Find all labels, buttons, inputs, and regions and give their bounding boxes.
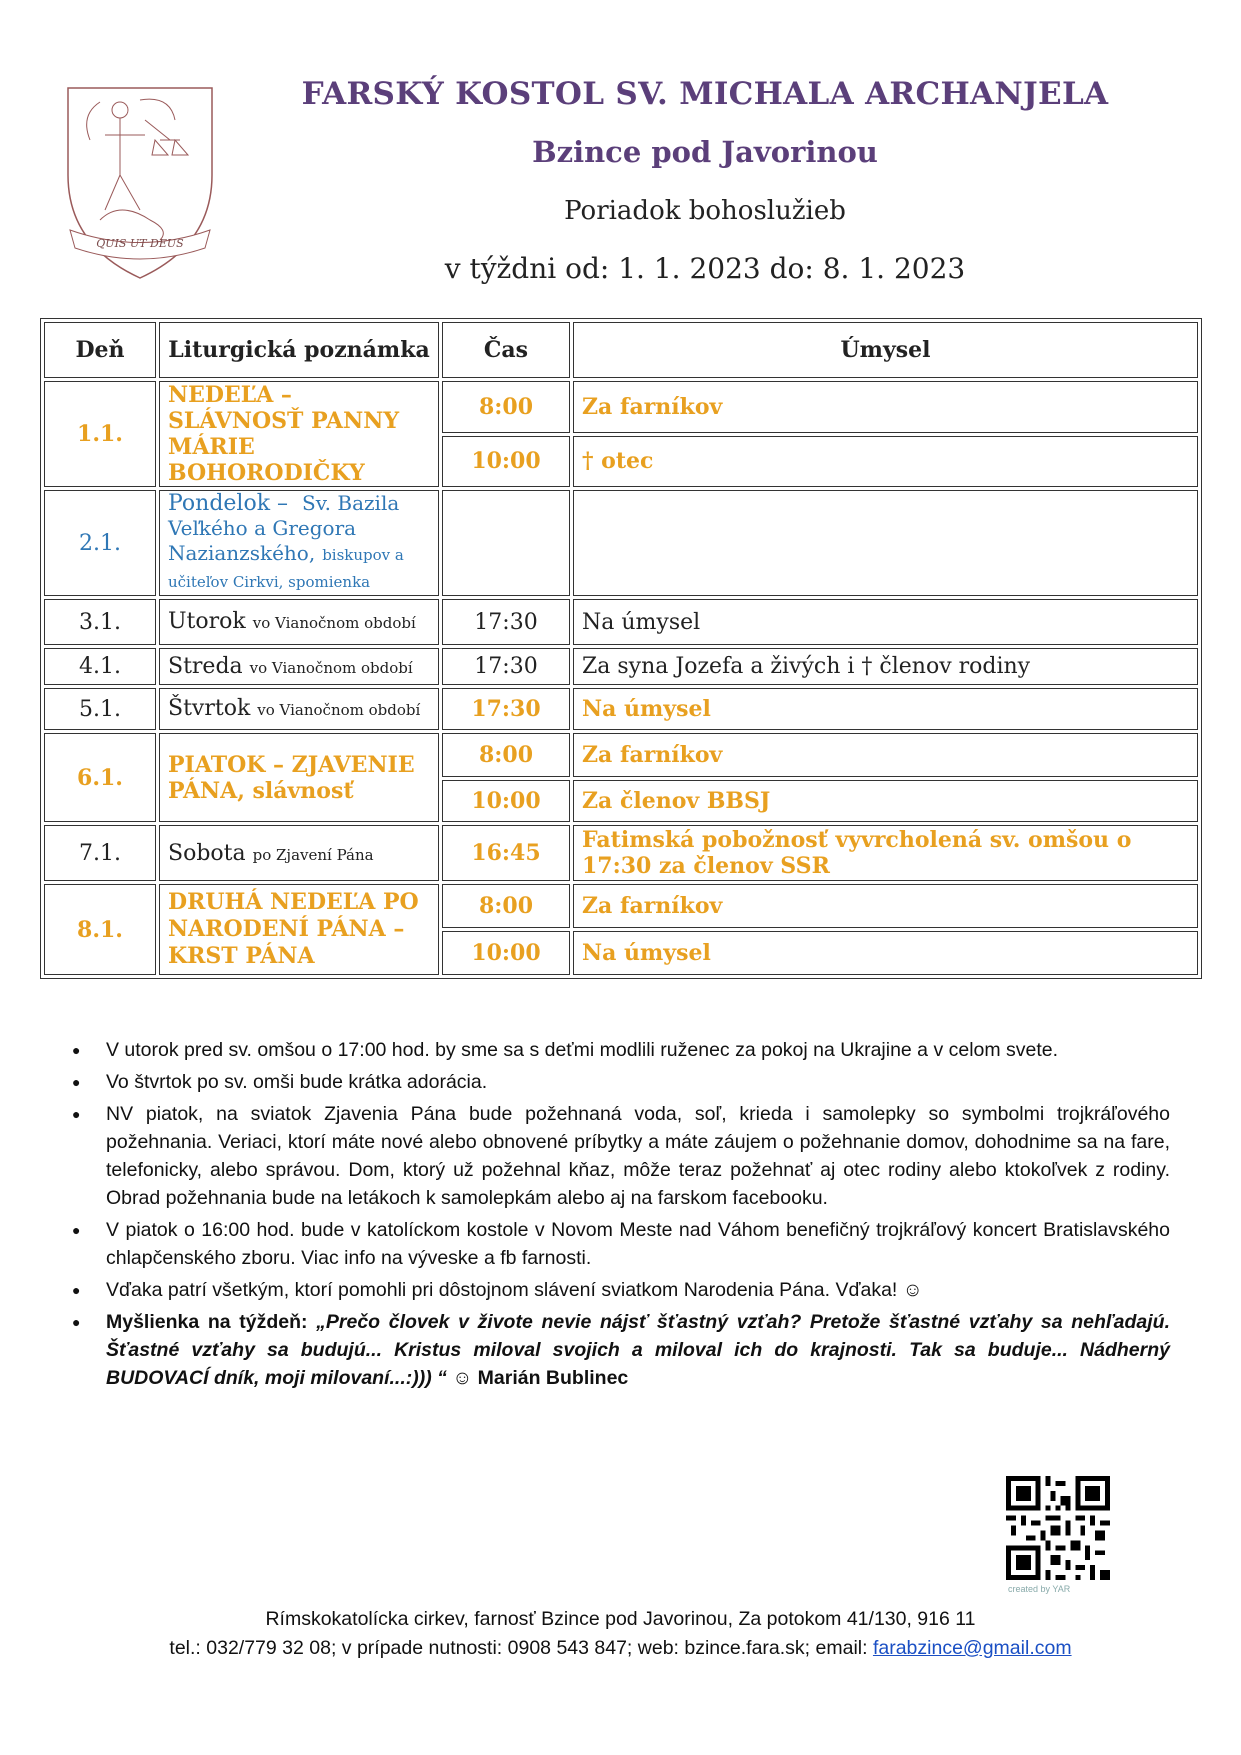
day-cell: 3.1. [44,599,156,645]
intention-cell: † otec [573,436,1198,488]
time-cell: 17:30 [442,648,570,685]
time-cell [442,490,570,596]
note-small: vo Vianočnom období [252,613,416,632]
note-cell [159,490,439,596]
table-row [44,688,1198,730]
table-row [44,490,1198,596]
list-item: ● NV piatok, na sviatok Zjavenia Pána bude požehnaná voda, soľ, krieda i samolepky so symbolmi trojkráľového požehnania. Veriaci, ktorí máte nové alebo obnovené príbytky a máte záujem o požehnanie domov, dohodnime sa na fare, telefonicky, alebo správou. Dom, ktorý už požehnal kňaz, môže teraz požehnať aj otec rodiny alebo ktokoľvek z rodiny. Obrad požehnania bude na letákoch k samolepkám alebo aj na farskom facebooku. [106,1100,1170,1212]
day-cell: 1.1. [44,381,156,487]
page-title: FARSKÝ KOSTOL SV. MICHALA ARCHANJELA [301,76,1109,112]
day-cell: 5.1. [44,688,156,730]
thought-signature: ☺ Marián Bublinec [452,1367,629,1389]
note-small: vo Vianočnom období [249,659,413,677]
note-cell [159,648,439,685]
time-cell: 10:00 [442,436,570,488]
intention-cell: Za syna Jozefa a živých i † členov rodiny [573,648,1198,685]
schedule-table [40,318,1202,979]
list-item: ● Vo štvrtok po sv. omši bude krátka adorácia. [106,1068,1170,1096]
col-time: Čas [442,322,570,378]
page-heading: Poriadok bohoslužieb [564,196,846,226]
page-subtitle: Bzince pod Javorinou [532,135,878,169]
time-cell: 8:00 [442,733,570,777]
col-liturgical-note: Liturgická poznámka [159,322,439,378]
note-cell: PIATOK – ZJAVENIE PÁNA, slávnosť [159,733,439,822]
day-cell: 6.1. [44,733,156,822]
week-range: v týždni od: 1. 1. 2023 do: 8. 1. 2023 [444,252,966,285]
note-saint: Sv. Bazila Veľkého a Gregora Nazianzského, [168,491,400,565]
intention-cell: Za farníkov [573,733,1198,777]
intention-cell: Na úmysel [573,931,1198,975]
note-cell: DRUHÁ NEDEĽA PO NARODENÍ PÁNA – KRST PÁNA [159,884,439,975]
time-cell: 17:30 [442,688,570,730]
parish-crest-logo [60,80,220,285]
note-cell [159,599,439,645]
footer-address: Rímskokatolícka cirkev, farnosť Bzince pod Javorinou, Za potokom 41/130, 916 11 [265,1608,976,1630]
time-cell: 10:00 [442,931,570,975]
list-item: ● Vďaka patrí všetkým, ktorí pomohli pri dôstojnom slávení sviatkom Narodenia Pána. Vďaka! ☺ [106,1276,1170,1304]
note-main: Sobota [168,840,246,866]
qr-caption: created by YAR [1008,1584,1071,1594]
day-cell: 2.1. [44,490,156,596]
intention-cell [573,490,1198,596]
note-cell [159,688,439,730]
thought-of-week [106,1308,1170,1392]
day-cell: 8.1. [44,884,156,975]
intention-cell: Na úmysel [573,599,1198,645]
table-row [44,884,1198,928]
time-cell: 16:45 [442,825,570,881]
intention-cell: Za farníkov [573,381,1198,433]
intention-cell: Za farníkov [573,884,1198,928]
intention-cell: Za členov BBSJ [573,780,1198,822]
table-row [44,381,1198,433]
announcements [70,1036,1170,1396]
note-small: vo Vianočnom období [257,700,421,719]
time-cell: 8:00 [442,884,570,928]
col-day: Deň [44,322,156,378]
note-small: biskupov a učiteľov Cirkvi, spomienka [168,546,404,591]
crest-motto: QUIS UT DEUS [96,237,184,250]
note-main: Pondelok – [168,491,289,516]
note-cell [159,825,439,881]
day-cell: 4.1. [44,648,156,685]
time-cell: 8:00 [442,381,570,433]
email-link[interactable]: farabzince@gmail.com [872,1637,1072,1659]
footer-contact [0,1637,1241,1660]
table-row [44,733,1198,777]
note-main: Štvrtok [168,695,251,721]
list-item: ● V piatok o 16:00 hod. bude v katolíckom kostole v Novom Meste nad Váhom benefičný trojkráľový koncert Bratislavského chlapčenského zboru. Viac info na výveske a fb farnosti. [106,1216,1170,1272]
note-main: Utorok [168,608,246,634]
note-cell: NEDEĽA – SLÁVNOSŤ PANNY MÁRIE BOHORODIČKY [159,381,439,487]
note-main: Streda [168,654,243,679]
note-small: po Zjavení Pána [252,845,374,864]
day-cell: 7.1. [44,825,156,881]
time-cell: 10:00 [442,780,570,822]
intention-cell: Fatimská pobožnosť vyvrcholená sv. omšou o 17:30 za členov SSR [573,825,1198,881]
table-row [44,648,1198,685]
time-cell: 17:30 [442,599,570,645]
table-row [44,599,1198,645]
intention-cell: Na úmysel [573,688,1198,730]
footer-contact-text: tel.: 032/779 32 08; v prípade nutnosti: 0908 543 847; web: bzince.fara.sk; email: [169,1637,873,1659]
qr-code [1006,1476,1110,1580]
table-row [44,825,1198,881]
list-item: ● V utorok pred sv. omšou o 17:00 hod. by sme sa s deťmi modlili ruženec za pokoj na Ukrajine a v celom svete. [106,1036,1170,1064]
thought-label: Myšlienka na týždeň: [106,1311,308,1333]
thought-text: „Prečo človek v živote nevie nájsť šťastný vzťah? Pretože šťastné vzťahy sa nehľadajú. Šťastné vzťahy sa budujú... Kristus miloval svojich a miloval ich do krajnosti. Tak sa buduje... Nádherný BUDOVACÍ dník, moji milovaní...:))) “ [106,1311,1170,1389]
col-intention: Úmysel [573,322,1198,378]
